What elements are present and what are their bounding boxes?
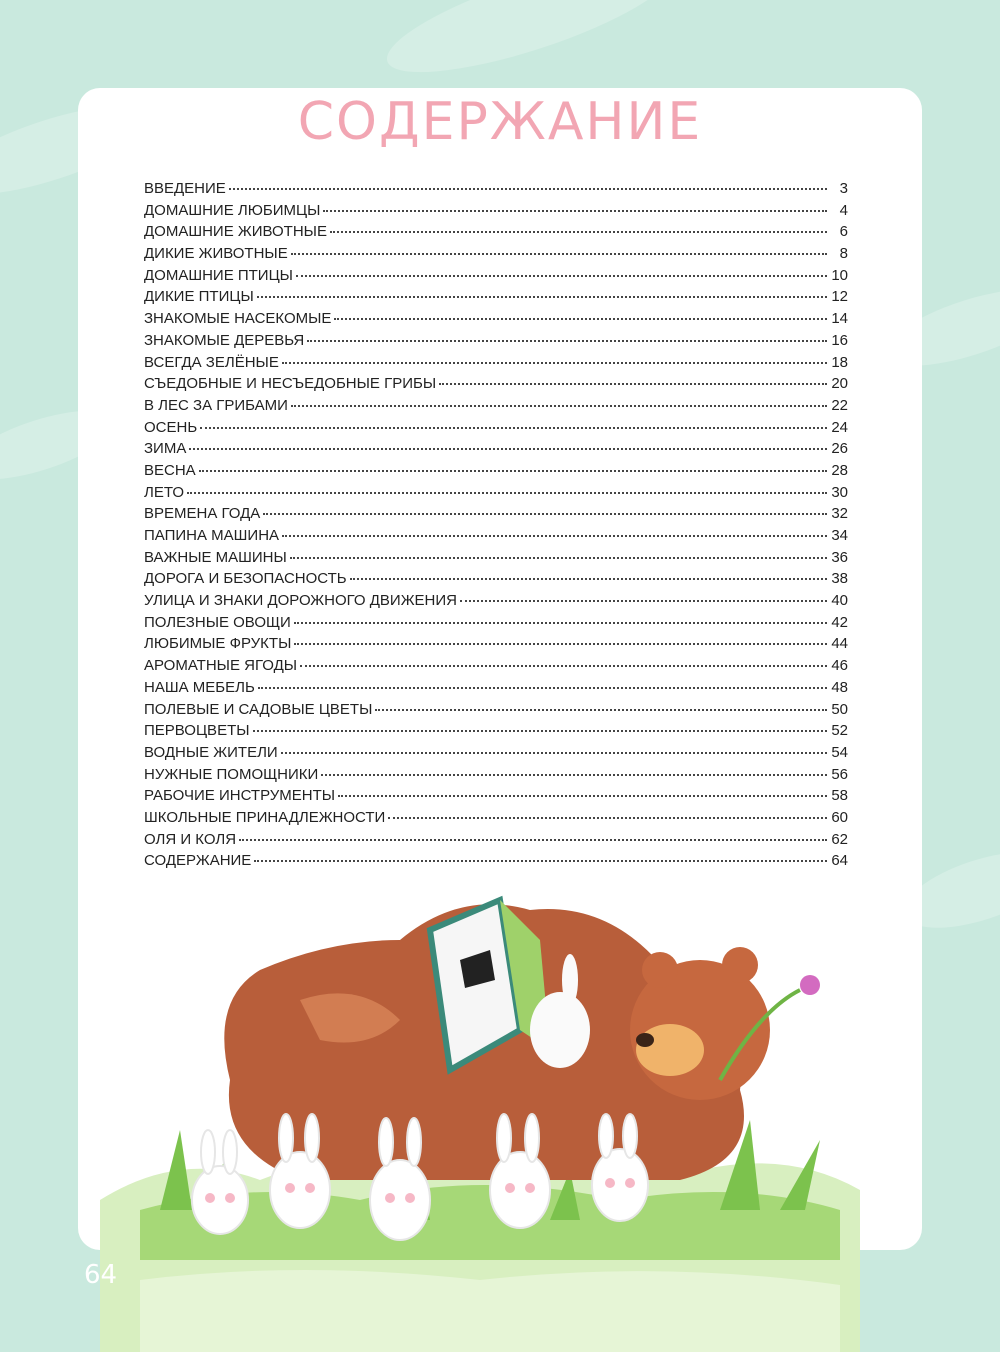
toc-entry-label: СЪЕДОБНЫЕ И НЕСЪЕДОБНЫЕ ГРИБЫ — [144, 375, 437, 393]
toc-entry-label: ПАПИНА МАШИНА — [144, 527, 280, 544]
toc-entry — [144, 460, 848, 482]
toc-entry — [144, 547, 848, 569]
toc-entry-label: В ЛЕС ЗА ГРИБАМИ — [144, 396, 288, 414]
toc-entry — [144, 612, 848, 634]
bear-reading-with-bunnies-illustration — [100, 880, 860, 1352]
toc-dot-leader — [294, 642, 827, 645]
toc-entry-page: 38 — [831, 570, 848, 588]
toc-entry-label: УЛИЦА И ЗНАКИ ДОРОЖНОГО ДВИЖЕНИЯ — [144, 592, 458, 610]
toc-dot-leader — [439, 382, 827, 385]
toc-entry-page: 26 — [831, 440, 848, 458]
toc-entry-page: 32 — [831, 505, 848, 523]
toc-dot-leader — [338, 794, 827, 797]
toc-entry-page: 34 — [831, 527, 848, 544]
toc-entry — [144, 742, 848, 764]
toc-entry-label: ЗНАКОМЫЕ ДЕРЕВЬЯ — [144, 331, 305, 349]
toc-entry-page: 24 — [831, 418, 848, 436]
toc-dot-leader — [258, 686, 827, 689]
toc-entry-page: 60 — [831, 808, 848, 826]
toc-entry — [144, 221, 848, 243]
toc-entry-label: НУЖНЫЕ ПОМОЩНИКИ — [144, 765, 319, 783]
toc-entry — [144, 720, 848, 742]
toc-dot-leader — [254, 859, 827, 862]
toc-entry-label: ЗИМА — [144, 440, 187, 458]
toc-entry — [144, 568, 848, 590]
page-number: 64 — [84, 1260, 118, 1290]
toc-entry-page: 52 — [831, 722, 848, 740]
toc-entry-page: 20 — [831, 375, 848, 393]
toc-entry-page: 3 — [839, 180, 848, 197]
toc-entry-page: 8 — [839, 245, 848, 263]
toc-entry-label: ЗНАКОМЫЕ НАСЕКОМЫЕ — [144, 310, 332, 328]
toc-entry-page: 42 — [831, 613, 848, 631]
toc-entry-page: 10 — [831, 266, 848, 284]
page-title: СОДЕРЖАНИЕ — [297, 92, 703, 152]
toc-dot-leader — [291, 404, 827, 407]
toc-dot-leader — [189, 447, 827, 450]
toc-entry-label: ДОМАШНИЕ ПТИЦЫ — [144, 266, 293, 284]
toc-entry-label: ПЕРВОЦВЕТЫ — [144, 722, 250, 740]
toc-entry — [144, 633, 848, 655]
toc-dot-leader — [330, 230, 827, 233]
toc-entry-label: ОСЕНЬ — [144, 418, 198, 436]
toc-entry-page: 44 — [831, 635, 848, 653]
toc-entry — [144, 417, 848, 439]
toc-dot-leader — [200, 426, 827, 429]
toc-entry — [144, 850, 848, 872]
toc-dot-leader — [300, 664, 827, 667]
toc-entry — [144, 330, 848, 352]
toc-entry — [144, 482, 848, 504]
toc-entry-page: 46 — [831, 657, 848, 675]
toc-entry-page: 48 — [831, 678, 848, 696]
toc-entry — [144, 677, 848, 699]
toc-entry-page: 6 — [839, 223, 848, 241]
toc-entry-label: РАБОЧИЕ ИНСТРУМЕНТЫ — [144, 787, 336, 805]
toc-entry-page: 40 — [831, 592, 848, 610]
toc-dot-leader — [291, 252, 827, 255]
toc-entry-label: ДОМАШНИЕ ЖИВОТНЫЕ — [144, 223, 327, 241]
toc-entry-label: ДОМАШНИЕ ЛЮБИМЦЫ — [144, 201, 321, 219]
toc-dot-leader — [290, 556, 827, 559]
toc-dot-leader — [199, 469, 827, 472]
toc-entry-label: ВОДНЫЕ ЖИТЕЛИ — [144, 743, 278, 761]
toc-entry-page: 18 — [831, 353, 848, 371]
toc-dot-leader — [263, 512, 827, 515]
toc-dot-leader — [294, 621, 827, 624]
toc-entry — [144, 590, 848, 612]
toc-entry-label: ВАЖНЫЕ МАШИНЫ — [144, 548, 287, 566]
toc-entry-label: СОДЕРЖАНИЕ — [144, 852, 252, 870]
toc-entry-page: 54 — [831, 743, 848, 761]
toc-dot-leader — [187, 491, 827, 494]
toc-dot-leader — [239, 838, 827, 841]
toc-entry-label: АРОМАТНЫЕ ЯГОДЫ — [144, 657, 298, 675]
toc-entry-label: ОЛЯ И КОЛЯ — [144, 830, 237, 848]
toc-entry — [144, 243, 848, 265]
toc-entry — [144, 200, 848, 222]
toc-entry-page: 12 — [831, 288, 848, 306]
toc-entry — [144, 373, 848, 395]
toc-entry — [144, 265, 848, 287]
toc-entry-label: ВСЕГДА ЗЕЛЁНЫЕ — [144, 353, 279, 371]
toc-entry-label: ЛЕТО — [144, 483, 185, 501]
toc-entry-label: ВРЕМЕНА ГОДА — [144, 505, 261, 523]
toc-entry-page: 50 — [831, 700, 848, 718]
toc-entry-label: ВЕСНА — [144, 461, 196, 479]
toc-entry-page: 28 — [831, 461, 848, 479]
toc-entry-page: 62 — [831, 830, 848, 848]
toc-dot-leader — [257, 295, 827, 298]
toc-entry — [144, 655, 848, 677]
toc-entry — [144, 764, 848, 786]
toc-entry — [144, 438, 848, 460]
table-of-contents — [144, 178, 848, 872]
toc-entry-label: ДОРОГА И БЕЗОПАСНОСТЬ — [144, 570, 347, 588]
toc-dot-leader — [296, 274, 827, 277]
toc-entry-page: 58 — [831, 787, 848, 805]
toc-entry-page: 14 — [831, 310, 848, 328]
toc-dot-leader — [282, 361, 827, 364]
toc-entry — [144, 785, 848, 807]
toc-dot-leader — [334, 317, 827, 320]
toc-dot-leader — [388, 816, 827, 819]
toc-dot-leader — [350, 577, 827, 580]
toc-entry-page: 16 — [831, 331, 848, 349]
toc-entry — [144, 829, 848, 851]
toc-entry — [144, 395, 848, 417]
toc-entry-label: ШКОЛЬНЫЕ ПРИНАДЛЕЖНОСТИ — [144, 808, 386, 826]
toc-entry — [144, 503, 848, 525]
toc-entry-page: 22 — [831, 396, 848, 414]
toc-dot-leader — [321, 773, 827, 776]
toc-dot-leader — [307, 339, 827, 342]
toc-dot-leader — [253, 729, 827, 732]
toc-entry-label: ВВЕДЕНИЕ — [144, 180, 226, 197]
toc-entry-label: НАША МЕБЕЛЬ — [144, 678, 255, 696]
toc-dot-leader — [375, 708, 827, 711]
toc-entry-label: ДИКИЕ ПТИЦЫ — [144, 288, 254, 306]
toc-entry-label: ДИКИЕ ЖИВОТНЫЕ — [144, 245, 288, 263]
background-stroke — [377, 0, 684, 95]
toc-dot-leader — [282, 534, 827, 537]
toc-entry-label: ПОЛЕВЫЕ И САДОВЫЕ ЦВЕТЫ — [144, 700, 373, 718]
toc-entry-page: 56 — [831, 765, 848, 783]
toc-entry-label: ПОЛЕЗНЫЕ ОВОЩИ — [144, 613, 291, 631]
toc-entry — [144, 286, 848, 308]
toc-entry — [144, 178, 848, 200]
toc-entry — [144, 352, 848, 374]
toc-entry-page: 4 — [839, 201, 848, 219]
toc-dot-leader — [281, 751, 827, 754]
toc-entry-label: ЛЮБИМЫЕ ФРУКТЫ — [144, 635, 292, 653]
toc-entry-page: 64 — [831, 852, 848, 870]
toc-entry-page: 30 — [831, 483, 848, 501]
toc-dot-leader — [323, 209, 827, 212]
toc-dot-leader — [460, 599, 827, 602]
toc-dot-leader — [229, 187, 827, 190]
toc-entry-page: 36 — [831, 548, 848, 566]
toc-entry — [144, 699, 848, 721]
toc-entry — [144, 807, 848, 829]
toc-entry — [144, 525, 848, 547]
toc-entry — [144, 308, 848, 330]
